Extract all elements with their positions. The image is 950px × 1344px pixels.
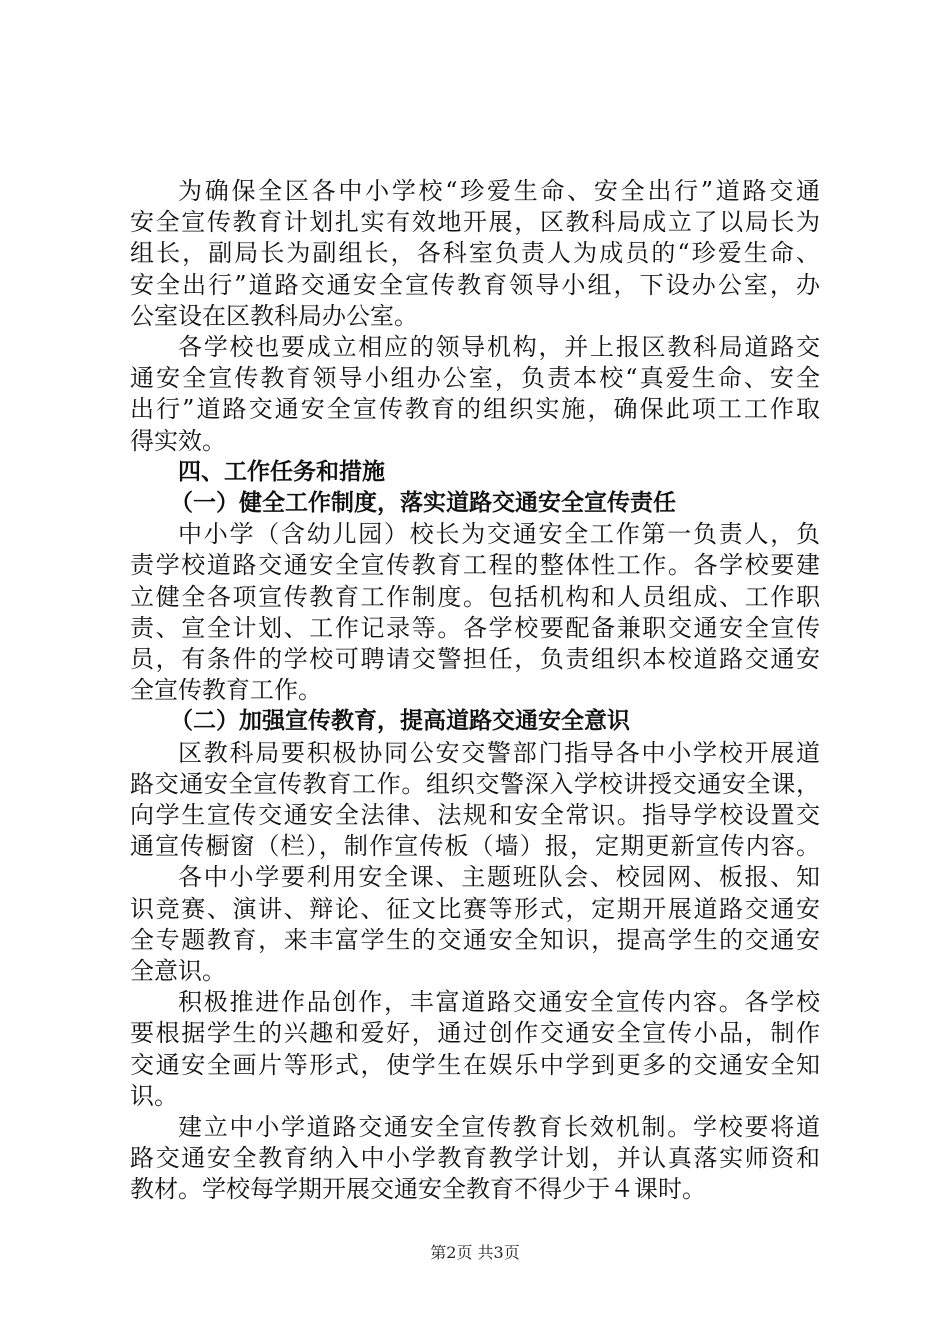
subsection-heading: （二）加强宣传教育，提高道路交通安全意识 <box>170 708 630 734</box>
body-line: 全宣传教育工作。 <box>130 676 322 704</box>
body-line: 责、宣全计划、工作记录等。各学校要配备兼职交通安全宣传 <box>130 614 820 642</box>
body-line: 员，有条件的学校可聘请交警担任，负责组织本校道路交通安 <box>130 645 820 673</box>
body-line: 识竞赛、演讲、辩论、征文比赛等形式，定期开展道路交通安 <box>130 895 820 923</box>
body-line: 立健全各项宣传教育工作制度。包括机构和人员组成、工作职 <box>130 583 820 611</box>
body-line: 建立中小学道路交通安全宣传教育长效机制。学校要将道 <box>178 1113 820 1141</box>
body-line: 路交通安全教育纳入中小学教育教学计划，并认真落实师资和 <box>130 1144 820 1172</box>
body-line: 为确保全区各中小学校“珍爱生命、安全出行”道路交通 <box>178 177 820 205</box>
body-line: 路交通安全宣传教育工作。组织交警深入学校讲授交通安全课， <box>130 770 820 798</box>
body-line: 全专题教育，来丰富学生的交通安全知识，提高学生的交通安 <box>130 926 820 954</box>
body-line: 全意识。 <box>130 957 226 985</box>
page-footer: 第2页 共3页 <box>430 1243 520 1262</box>
body-line: 积极推进作品创作，丰富道路交通安全宣传内容。各学校 <box>178 988 820 1016</box>
subsection-heading: （一）健全工作制度，落实道路交通安全宣传责任 <box>170 490 676 516</box>
body-line: 责学校道路交通安全宣传教育工程的整体性工作。各学校要建 <box>130 551 820 579</box>
body-line: 交通安全画片等形式，使学生在娱乐中学到更多的交通安全知 <box>130 1051 820 1079</box>
section-heading: 四、工作任务和措施 <box>178 459 385 485</box>
body-line: 安全宣传教育计划扎实有效地开展，区教科局成立了以局长为 <box>130 208 820 236</box>
body-line: 出行”道路交通安全宣传教育的组织实施，确保此项工工作取 <box>130 395 820 423</box>
body-line: 得实效。 <box>130 427 226 455</box>
body-line: 识。 <box>130 1082 178 1110</box>
body-line: 通安全宣传教育领导小组办公室，负责本校“真爱生命、安全 <box>130 364 820 392</box>
body-line: 组长，副局长为副组长，各科室负责人为成员的“珍爱生命、 <box>130 239 820 267</box>
body-line: 公室设在区教科局办公室。 <box>130 302 418 330</box>
body-line: 向学生宣传交通安全法律、法规和安全常识。指导学校设置交 <box>130 801 820 829</box>
body-line: 区教科局要积极协同公安交警部门指导各中小学校开展道 <box>178 739 820 767</box>
body-line: 安全出行”道路交通安全宣传教育领导小组，下设办公室，办 <box>130 271 820 299</box>
body-line: 要根据学生的兴趣和爱好，通过创作交通安全宣传小品，制作 <box>130 1019 820 1047</box>
body-line: 教材。学校每学期开展交通安全教育不得少于４课时。 <box>130 1175 706 1203</box>
body-line: 各中小学要利用安全课、主题班队会、校园网、板报、知 <box>178 863 820 891</box>
body-line: 中小学（含幼儿园）校长为交通安全工作第一负责人，负 <box>178 520 820 548</box>
body-line: 通宣传橱窗（栏），制作宣传板（墙）报，定期更新宣传内容。 <box>130 832 820 860</box>
body-line: 各学校也要成立相应的领导机构，并上报区教科局道路交 <box>178 333 820 361</box>
